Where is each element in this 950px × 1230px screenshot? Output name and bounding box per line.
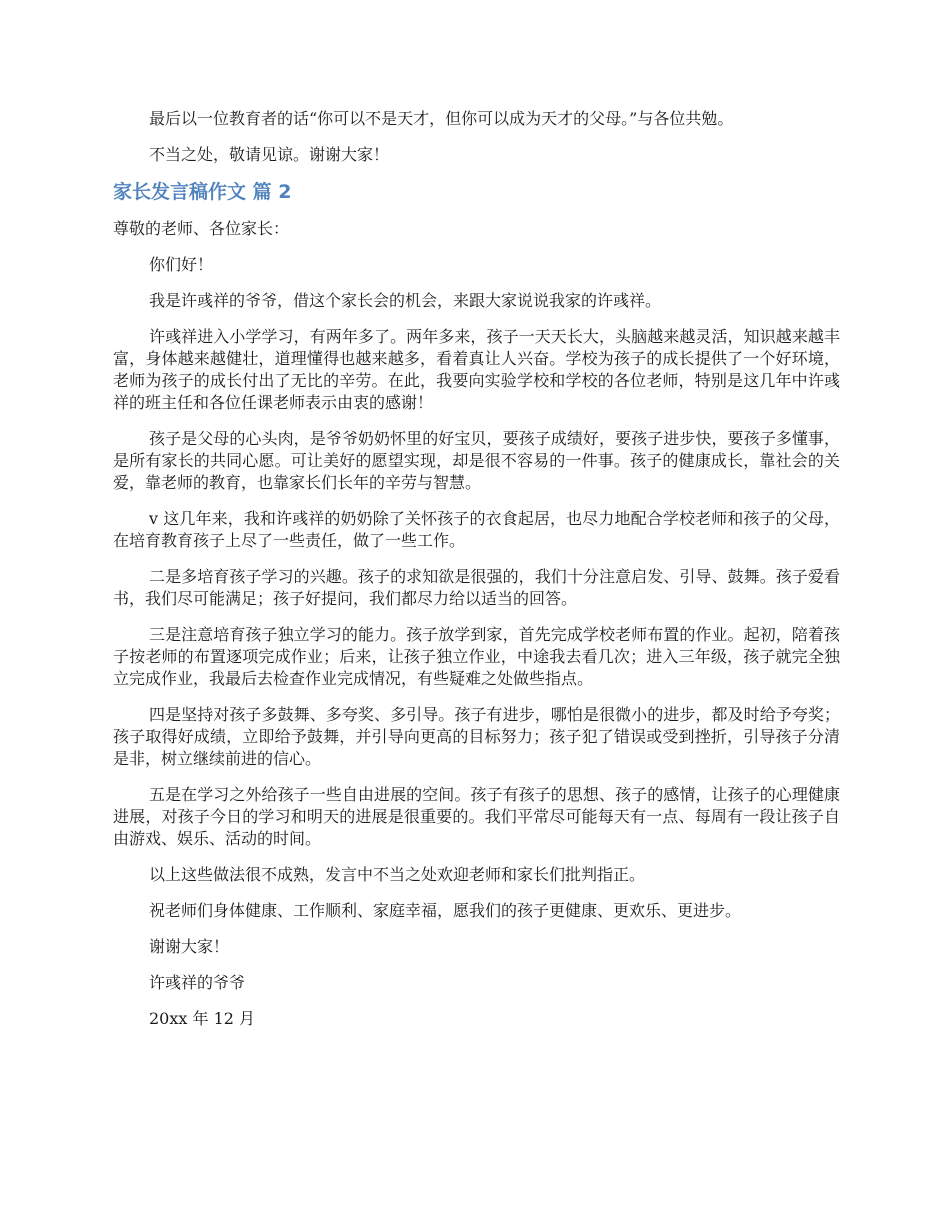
paragraph-growth: 许彧祥进入小学学习，有两年多了。两年多来，孩子一天天长大，头脑越来越灵活，知识越来越丰富，身体越来越健壮，道理懂得也越来越多，看着真让人兴奋。学校为孩子的成长提供了一个好环境，老师为孩子的成长付出了无比的辛劳。在此，我要向实验学校和学校的各位老师，特别是这几年中许彧祥的班主任和各位任课老师表示由衷的感谢！ [113,327,840,412]
paragraph-self-intro: 我是许彧祥的爷爷，借这个家长会的机会，来跟大家说说我家的许彧祥。 [149,291,662,310]
paragraph-thanks: 谢谢大家！ [149,937,230,956]
signature-name: 许彧祥的爷爷 [149,973,246,992]
paragraph-point-two: 二是多培育孩子学习的兴趣。孩子的求知欲是很强的，我们十分注意启发、引导、鼓舞。孩子爱看书，我们尽可能满足；孩子好提问，我们都尽力给以适当的回答。 [113,567,840,608]
signature-date: 20xx 年 12 月 [149,1009,256,1028]
paragraph-apology: 不当之处，敬请见谅。谢谢大家！ [149,145,390,164]
paragraph-closing-quote: 最后以一位教育者的话“你可以不是天才，但你可以成为天才的父母。”与各位共勉。 [149,109,734,128]
paragraph-humble-note: 以上这些做法很不成熟，发言中不当之处欢迎老师和家长们批判指正。 [149,865,646,884]
paragraph-greeting: 你们好！ [149,255,214,274]
paragraph-parents-wish: 孩子是父母的心头肉，是爷爷奶奶怀里的好宝贝，要孩子成绩好，要孩子进步快，要孩子多懂事，是所有家长的共同心愿。可让美好的愿望实现，却是很不容易的一件事。孩子的健康成长，靠社会的关爱，靠老师的教育，也靠家长们长年的辛劳与智慧。 [113,429,840,492]
section-heading: 家长发言稿作文 篇 2 [113,181,292,203]
paragraph-wishes: 祝老师们身体健康、工作顺利、家庭幸福，愿我们的孩子更健康、更欢乐、更进步。 [149,901,742,920]
salutation: 尊敬的老师、各位家长： [113,219,290,238]
paragraph-point-three: 三是注意培育孩子独立学习的能力。孩子放学到家，首先完成学校老师布置的作业。起初，陪着孩子按老师的布置逐项完成作业；后来，让孩子独立作业，中途我去看几次；进入三年级，孩子就完全独立完成作业，我最后去检查作业完成情况，有些疑难之处做些指点。 [113,625,840,688]
paragraph-efforts: v 这几年来，我和许彧祥的奶奶除了关怀孩子的衣食起居，也尽力地配合学校老师和孩子的父母，在培育教育孩子上尽了一些责任，做了一些工作。 [113,509,840,550]
paragraph-point-four: 四是坚持对孩子多鼓舞、多夸奖、多引导。孩子有进步，哪怕是很微小的进步，都及时给予夸奖；孩子取得好成绩，立即给予鼓舞，并引导向更高的目标努力；孩子犯了错误或受到挫折，引导孩子分清是非，树立继续前进的信心。 [113,705,840,768]
document-page [113,108,840,1044]
paragraph-point-five: 五是在学习之外给孩子一些自由进展的空间。孩子有孩子的思想、孩子的感情，让孩子的心理健康进展，对孩子今日的学习和明天的进展是很重要的。我们平常尽可能每天有一点、每周有一段让孩子自由游戏、娱乐、活动的时间。 [113,785,840,848]
